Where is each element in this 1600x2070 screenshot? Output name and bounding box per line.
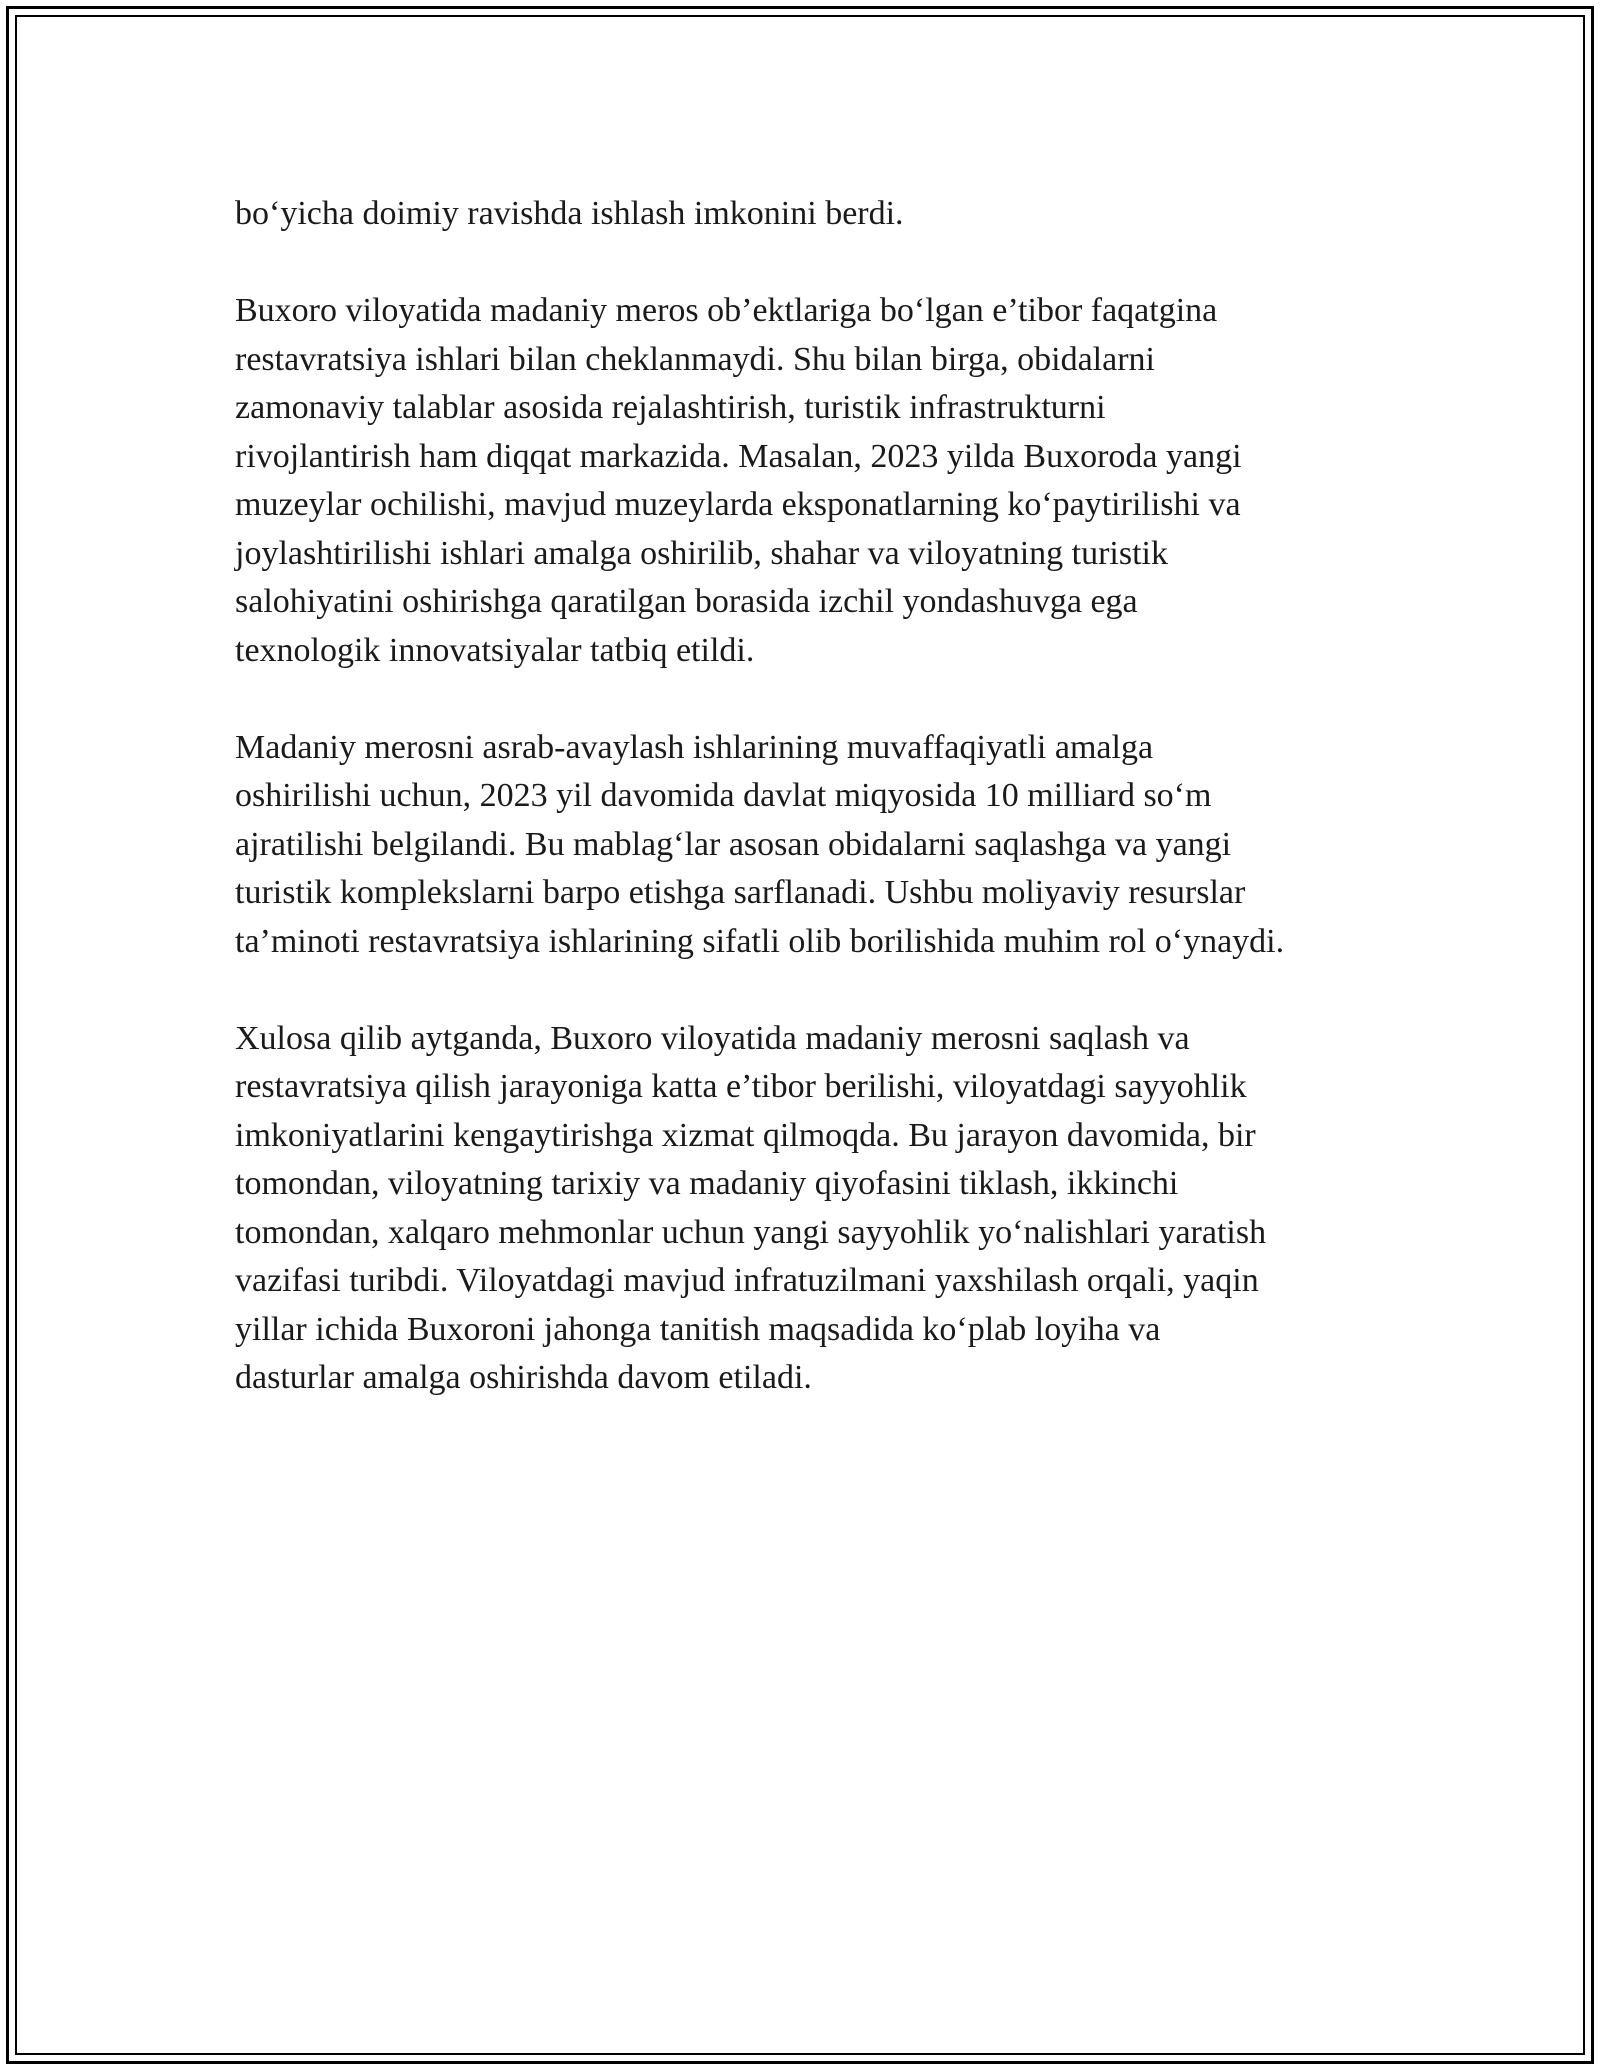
paragraph-4: [235, 1015, 1395, 1403]
text-line: ta’minoti restavratsiya ishlarining sifatli olib borilishida muhim rol o‘ynaydi.: [235, 922, 1285, 960]
text-line: Xulosa qilib aytganda, Buxoro viloyatida madaniy merosni saqlash va: [235, 1019, 1190, 1057]
text-line: restavratsiya ishlari bilan cheklanmaydi. Shu bilan birga, obidalarni: [235, 340, 1155, 378]
text-line: restavratsiya qilish jarayoniga katta e’tibor berilishi, viloyatdagi sayyohlik: [235, 1068, 1247, 1105]
text-line: tomondan, viloyatning tarixiy va madaniy qiyofasini tiklash, ikkinchi: [235, 1165, 1179, 1202]
text-line: salohiyatini oshirishga qaratilgan borasida izchil yondashuvga ega: [235, 583, 1138, 620]
text-line: vazifasi turibdi. Viloyatdagi mavjud infratuzilmani yaxshilash orqali, yaqin: [235, 1262, 1259, 1299]
text-line: yillar ichida Buxoroni jahonga tanitish maqsadida ko‘plab loyiha va: [235, 1310, 1161, 1348]
text-line: oshirilishi uchun, 2023 yil davomida davlat miqyosida 10 milliard so‘m: [235, 777, 1212, 814]
text-line: Buxoro viloyatida madaniy meros ob’ektlariga bo‘lgan e’tibor faqatgina: [235, 292, 1218, 329]
paragraph-2: [235, 287, 1395, 675]
text-line: tomondan, xalqaro mehmonlar uchun yangi sayyohlik yo‘nalishlari yaratish: [235, 1213, 1267, 1251]
text-line: dasturlar amalga oshirishda davom etiladi.: [235, 1359, 812, 1396]
paragraph-3: [235, 724, 1395, 967]
text-line: turistik komplekslarni barpo etishga sarflanadi. Ushbu moliyaviy resurslar: [235, 874, 1246, 911]
text-line: imkoniyatlarini kengaytirishga xizmat qilmoqda. Bu jarayon davomida, bir: [235, 1116, 1256, 1154]
text-line: bo‘yicha doimiy ravishda ishlash imkonini berdi.: [235, 195, 904, 232]
text-line: Madaniy merosni asrab-avaylash ishlarining muvaffaqiyatli amalga: [235, 728, 1154, 766]
text-line: rivojlantirish ham diqqat markazida. Masalan, 2023 yilda Buxoroda yangi: [235, 437, 1242, 475]
text-line: zamonaviy talablar asosida rejalashtirish, turistik infrastrukturni: [235, 389, 1106, 426]
text-line: muzeylar ochilishi, mavjud muzeylarda eksponatlarning ko‘paytirilishi va: [235, 486, 1241, 523]
text-line: texnologik innovatsiyalar tatbiq etildi.: [235, 631, 755, 669]
paragraph-1: [235, 190, 1395, 239]
text-line: ajratilishi belgilandi. Bu mablag‘lar asosan obidalarni saqlashga va yangi: [235, 825, 1232, 863]
document-body: [235, 190, 1395, 1451]
text-line: joylashtirilishi ishlari amalga oshirilib, shahar va viloyatning turistik: [235, 534, 1168, 572]
